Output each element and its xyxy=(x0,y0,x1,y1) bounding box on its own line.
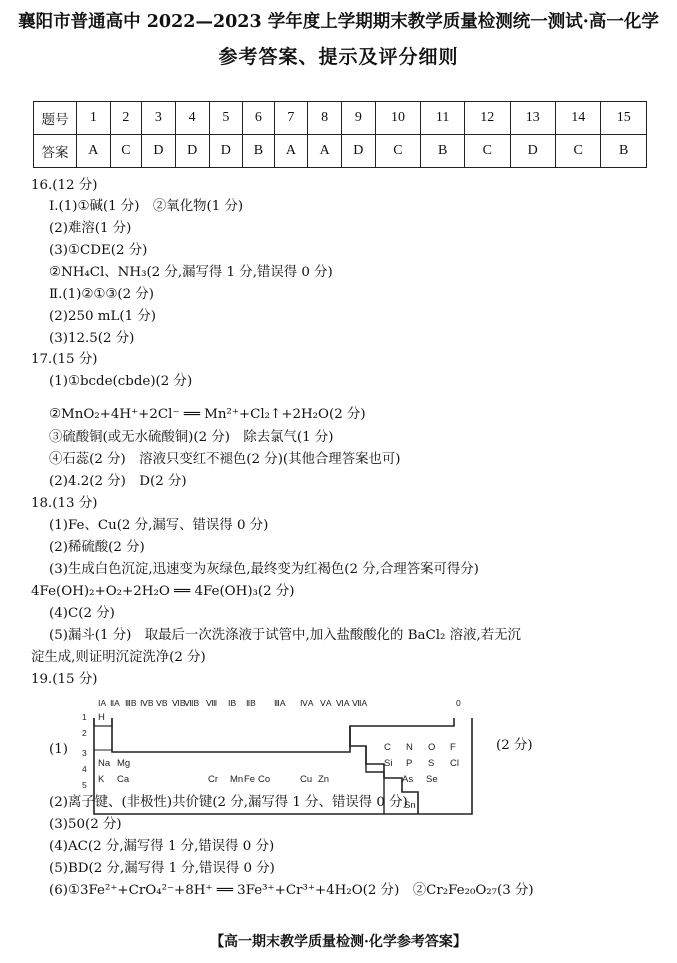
group-label: ⅢA xyxy=(274,698,286,708)
answer-table-answer-row xyxy=(34,135,647,168)
answer-line: (2)离子键、(非极性)共价键(2 分,漏写得 1 分、错误得 0 分) xyxy=(49,795,408,810)
question-answer: C xyxy=(465,135,510,168)
answer-line: ②NH₄Cl、NH₃(2 分,漏写得 1 分,错误得 0 分) xyxy=(49,265,333,280)
answer-line: (3)12.5(2 分) xyxy=(49,331,135,346)
answer-line: 16.(12 分) xyxy=(31,178,98,193)
question-number: 13 xyxy=(510,102,555,135)
answer-line: (6)①3Fe²⁺+CrO₄²⁻+8H⁺ ══ 3Fe³⁺+Cr³⁺+4H₂O(2 分) ②Cr₂Fe₂₀O₂₇(3 分) xyxy=(49,883,534,898)
answer-line: 淀生成,则证明沉淀洗净(2 分) xyxy=(31,650,206,665)
element-symbol: As xyxy=(402,774,414,785)
question-answer: B xyxy=(601,135,647,168)
answer-line: (5)漏斗(1 分) 取最后一次洗涤液于试管中,加入盐酸酸化的 BaCl₂ 溶液,若无沉 xyxy=(49,628,521,643)
group-label: ⅣA xyxy=(300,698,314,708)
question-number: 14 xyxy=(555,102,600,135)
element-symbol: Fe xyxy=(244,774,256,785)
group-label: 0 xyxy=(456,698,461,708)
answer-line: (1)①bcde(cbde)(2 分) xyxy=(49,374,193,389)
period-label: 4 xyxy=(82,764,87,774)
element-symbol: Co xyxy=(258,774,271,785)
period-label: 3 xyxy=(82,748,87,758)
answer-line: (3)50(2 分) xyxy=(49,817,122,832)
question-number: 2 xyxy=(110,102,141,135)
element-symbol: P xyxy=(406,758,413,769)
group-label: ⅦB xyxy=(184,698,200,708)
answer-line: (3)①CDE(2 分) xyxy=(49,243,148,258)
periodic-table-outline xyxy=(80,718,500,818)
group-label: ⅡA xyxy=(110,698,120,708)
answer-line: (2 分) xyxy=(496,738,533,753)
answer-line: (5)BD(2 分,漏写得 1 分,错误得 0 分) xyxy=(49,861,275,876)
answer-line: (1)Fe、Cu(2 分,漏写、错误得 0 分) xyxy=(49,518,269,533)
answer-line: Ⅰ.(1)①碱(1 分) ②氧化物(1 分) xyxy=(49,199,244,214)
question-answer: C xyxy=(110,135,141,168)
question-answer: D xyxy=(175,135,209,168)
group-label: ⅠB xyxy=(228,698,237,708)
answer-line: Ⅱ.(1)②①③(2 分) xyxy=(49,287,154,302)
answer-line: (2)4.2(2 分) D(2 分) xyxy=(49,474,187,489)
element-symbol: Se xyxy=(426,774,438,785)
answer-line: (3)生成白色沉淀,迅速变为灰绿色,最终变为红褐色(2 分,合理答案可得分) xyxy=(49,562,479,577)
answer-line: (1) xyxy=(49,742,68,757)
page-title: 襄阳市普通高中 2022—2023 学年度上学期期末教学质量检测统一测试·高一化学 xyxy=(18,12,659,32)
question-number: 10 xyxy=(375,102,420,135)
answer-line: (2)稀硫酸(2 分) xyxy=(49,540,145,555)
answer-line: 19.(15 分) xyxy=(31,672,98,687)
element-symbol: Si xyxy=(384,758,393,769)
answer-line: 4Fe(OH)₂+O₂+2H₂O ══ 4Fe(OH)₃(2 分) xyxy=(31,584,295,599)
answer-line: (4)C(2 分) xyxy=(49,606,115,621)
question-answer: D xyxy=(209,135,243,168)
number-header: 题号 xyxy=(34,102,77,135)
question-number: 7 xyxy=(274,102,308,135)
element-symbol: Mg xyxy=(117,758,131,769)
element-symbol: F xyxy=(450,742,456,753)
question-number: 9 xyxy=(342,102,376,135)
question-answer: C xyxy=(555,135,600,168)
question-answer: C xyxy=(375,135,420,168)
element-symbol: O xyxy=(428,742,436,753)
question-number: 12 xyxy=(465,102,510,135)
group-label: ⅥB xyxy=(172,698,186,708)
answer-line: 17.(15 分) xyxy=(31,352,98,367)
group-label: Ⅷ xyxy=(206,698,218,708)
answer-line: (2)250 mL(1 分) xyxy=(49,309,156,324)
group-label: ⅤB xyxy=(156,698,168,708)
group-label: ⅥA xyxy=(336,698,350,708)
element-symbol: N xyxy=(406,742,413,753)
question-answer: B xyxy=(421,135,465,168)
footer: 【高一期末教学质量检测·化学参考答案】 xyxy=(210,934,467,950)
group-label: ⅤA xyxy=(320,698,332,708)
element-symbol: K xyxy=(98,774,105,785)
page-subtitle: 参考答案、提示及评分细则 xyxy=(218,46,459,68)
periodic-table-sketch xyxy=(80,698,500,818)
answer-line: ③硫酸铜(或无水硫酸铜)(2 分) 除去氯气(1 分) xyxy=(49,430,334,445)
question-answer: A xyxy=(308,135,342,168)
answer-line: ②MnO₂+4H⁺+2Cl⁻ ══ Mn²⁺+Cl₂↑+2H₂O(2 分) xyxy=(49,407,366,422)
element-symbol: Sn xyxy=(404,800,416,811)
question-answer: B xyxy=(243,135,274,168)
period-label: 5 xyxy=(82,780,87,790)
question-number: 1 xyxy=(77,102,111,135)
answer-line: (2)难溶(1 分) xyxy=(49,221,132,236)
question-answer: A xyxy=(274,135,308,168)
group-label: ⅠA xyxy=(98,698,107,708)
question-answer: D xyxy=(342,135,376,168)
element-symbol: Mn xyxy=(230,774,244,785)
question-number: 8 xyxy=(308,102,342,135)
element-symbol: H xyxy=(98,712,105,723)
question-answer: D xyxy=(510,135,555,168)
period-label: 2 xyxy=(82,728,87,738)
element-symbol: C xyxy=(384,742,391,753)
element-symbol: S xyxy=(428,758,435,769)
question-number: 3 xyxy=(142,102,176,135)
question-number: 5 xyxy=(209,102,243,135)
answer-line: (4)AC(2 分,漏写得 1 分,错误得 0 分) xyxy=(49,839,275,854)
answer-header: 答案 xyxy=(34,135,77,168)
group-label: ⅢB xyxy=(125,698,137,708)
question-answer: A xyxy=(77,135,111,168)
element-symbol: Cl xyxy=(450,758,459,769)
answer-table xyxy=(33,101,647,168)
question-number: 15 xyxy=(601,102,647,135)
question-number: 6 xyxy=(243,102,274,135)
element-symbol: Na xyxy=(98,758,111,769)
element-symbol: Zn xyxy=(318,774,330,785)
element-symbol: Ca xyxy=(117,774,130,785)
question-answer: D xyxy=(142,135,176,168)
answer-line: ④石蕊(2 分) 溶液只变红不褪色(2 分)(其他合理答案也可) xyxy=(49,452,401,467)
answer-line: 18.(13 分) xyxy=(31,496,98,511)
element-symbol: Cu xyxy=(300,774,313,785)
group-label: ⅦA xyxy=(352,698,368,708)
answer-table-number-row xyxy=(34,102,647,135)
period-label: 1 xyxy=(82,712,87,722)
group-label: ⅡB xyxy=(246,698,256,708)
question-number: 11 xyxy=(421,102,465,135)
element-symbol: Cr xyxy=(208,774,219,785)
question-number: 4 xyxy=(175,102,209,135)
group-label: ⅣB xyxy=(140,698,154,708)
